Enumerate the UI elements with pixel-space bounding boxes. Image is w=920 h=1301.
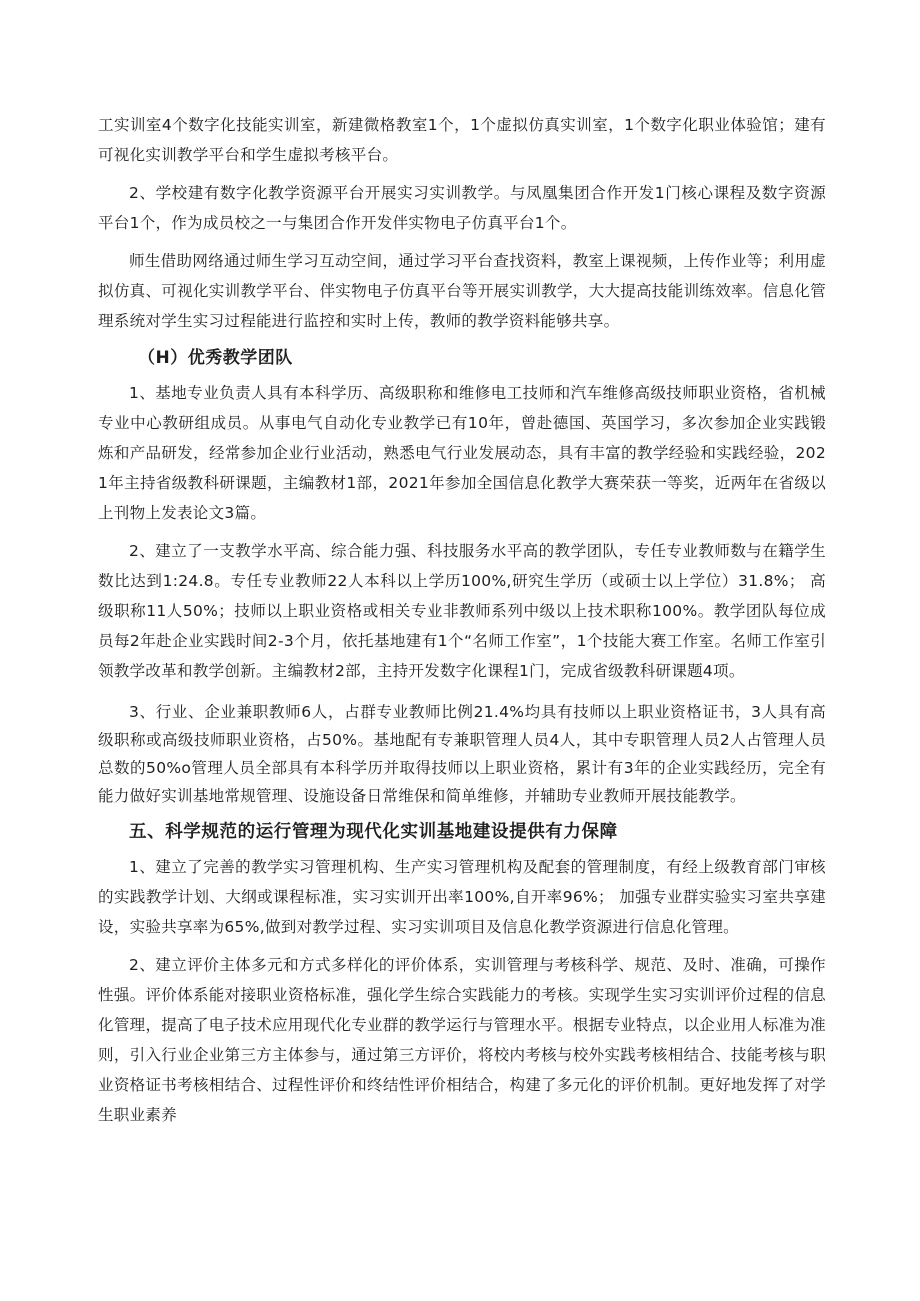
chapter-heading-operation-management: 五、科学规范的运行管理为现代化实训基地建设提供有力保障 [129,822,618,842]
paragraph-management-system: 1、建立了完善的教学实习管理机构、生产实习管理机构及配套的管理制度，有经上级教育部门审核的实践教学计划、大纲或课程标准，实习实训开出率100%,自开率96%； 加强专业群实验实习室共享建设，实验共享率为65%,做到对教学过程、实习实训项目及信息化教学资源进行信息化管理。 [98,858,826,936]
paragraph-part-time-teachers: 3、行业、企业兼职教师6人，占群专业教师比例21.4%均具有技师以上职业资格证书，3人具有高级职称或高级技师职业资格，占50%。基地配有专兼职管理人员4人，其中专职管理人员2人占管理人员总数的50%o管理人员全部具有本科学历并取得技师以上职业资格，累计有3年的企业实践经历，完全有能力做好实训基地常规管理、设施设备日常维保和简单维修，并辅助专业教师开展技能教学。 [98,703,826,805]
paragraph-network-learning: 师生借助网络通过师生学习互动空间，通过学习平台查找资料，教室上课视频，上传作业等；利用虚拟仿真、可视化实训教学平台、伴实物电子仿真平台等开展实训教学，大大提高技能训练效率。信息化管理系统对学生实习过程能进行监控和实时上传，教师的教学资料能够共享。 [98,252,826,330]
paragraph-digital-resource-platform: 2、学校建有数字化教学资源平台开展实习实训教学。与凤凰集团合作开发1门核心课程及数字资源平台1个，作为成员校之一与集团合作开发伴实物电子仿真平台1个。 [98,184,826,232]
paragraph-lead-teacher: 1、基地专业负责人具有本科学历、高级职称和维修电工技师和汽车维修高级技师职业资格，省机械专业中心教研组成员。从事电气自动化专业教学已有10年，曾赴德国、英国学习，多次参加企业实践锻炼和产品研发，经常参加企业行业活动，熟悉电气行业发展动态，具有丰富的教学经验和实践经验，2021年主持省级教科研课题，主编教材1部，2021年参加全国信息化教学大赛荣获一等奖，近两年在省级以上刊物上发表论文3篇。 [98,384,826,522]
paragraph-facilities-continued: 工实训室4个数字化技能实训室，新建微格教室1个，1个虚拟仿真实训室，1个数字化职业体验馆；建有可视化实训教学平台和学生虚拟考核平台。 [98,116,826,164]
paragraph-evaluation-system: 2、建立评价主体多元和方式多样化的评价体系，实训管理与考核科学、规范、及时、准确，可操作性强。评价体系能对接职业资格标准，强化学生综合实践能力的考核。实现学生实习实训评价过程的信息化管理，提高了电子技术应用现代化专业群的教学运行与管理水平。根据专业特点，以企业用人标准为准则，引入行业企业第三方主体参与，通过第三方评价，将校内考核与校外实践考核相结合、技能考核与职业资格证书考核相结合、过程性评价和终结性评价相结合，构建了多元化的评价机制。更好地发挥了对学生职业素养 [98,956,826,1124]
document-body [98,110,826,1130]
section-heading-teaching-team: （H）优秀教学团队 [138,348,293,368]
paragraph-teaching-team: 2、建立了一支教学水平高、综合能力强、科技服务水平高的教学团队，专任专业教师数与在籍学生数比达到1:24.8。专任专业教师22人本科以上学历100%,研究生学历（或硕士以上学位）31.8%； 高级职称11人50%；技师以上职业资格或相关专业非教师系列中级以上技术职称100%。教学团队每位成员每2年赴企业实践时间2-3个月，依托基地建有1个“名师工作室”，1个技能大赛工作室。名师工作室引领教学改革和教学创新。主编教材2部，主持开发数字化课程1门，完成省级教科研课题4项。 [98,542,826,680]
